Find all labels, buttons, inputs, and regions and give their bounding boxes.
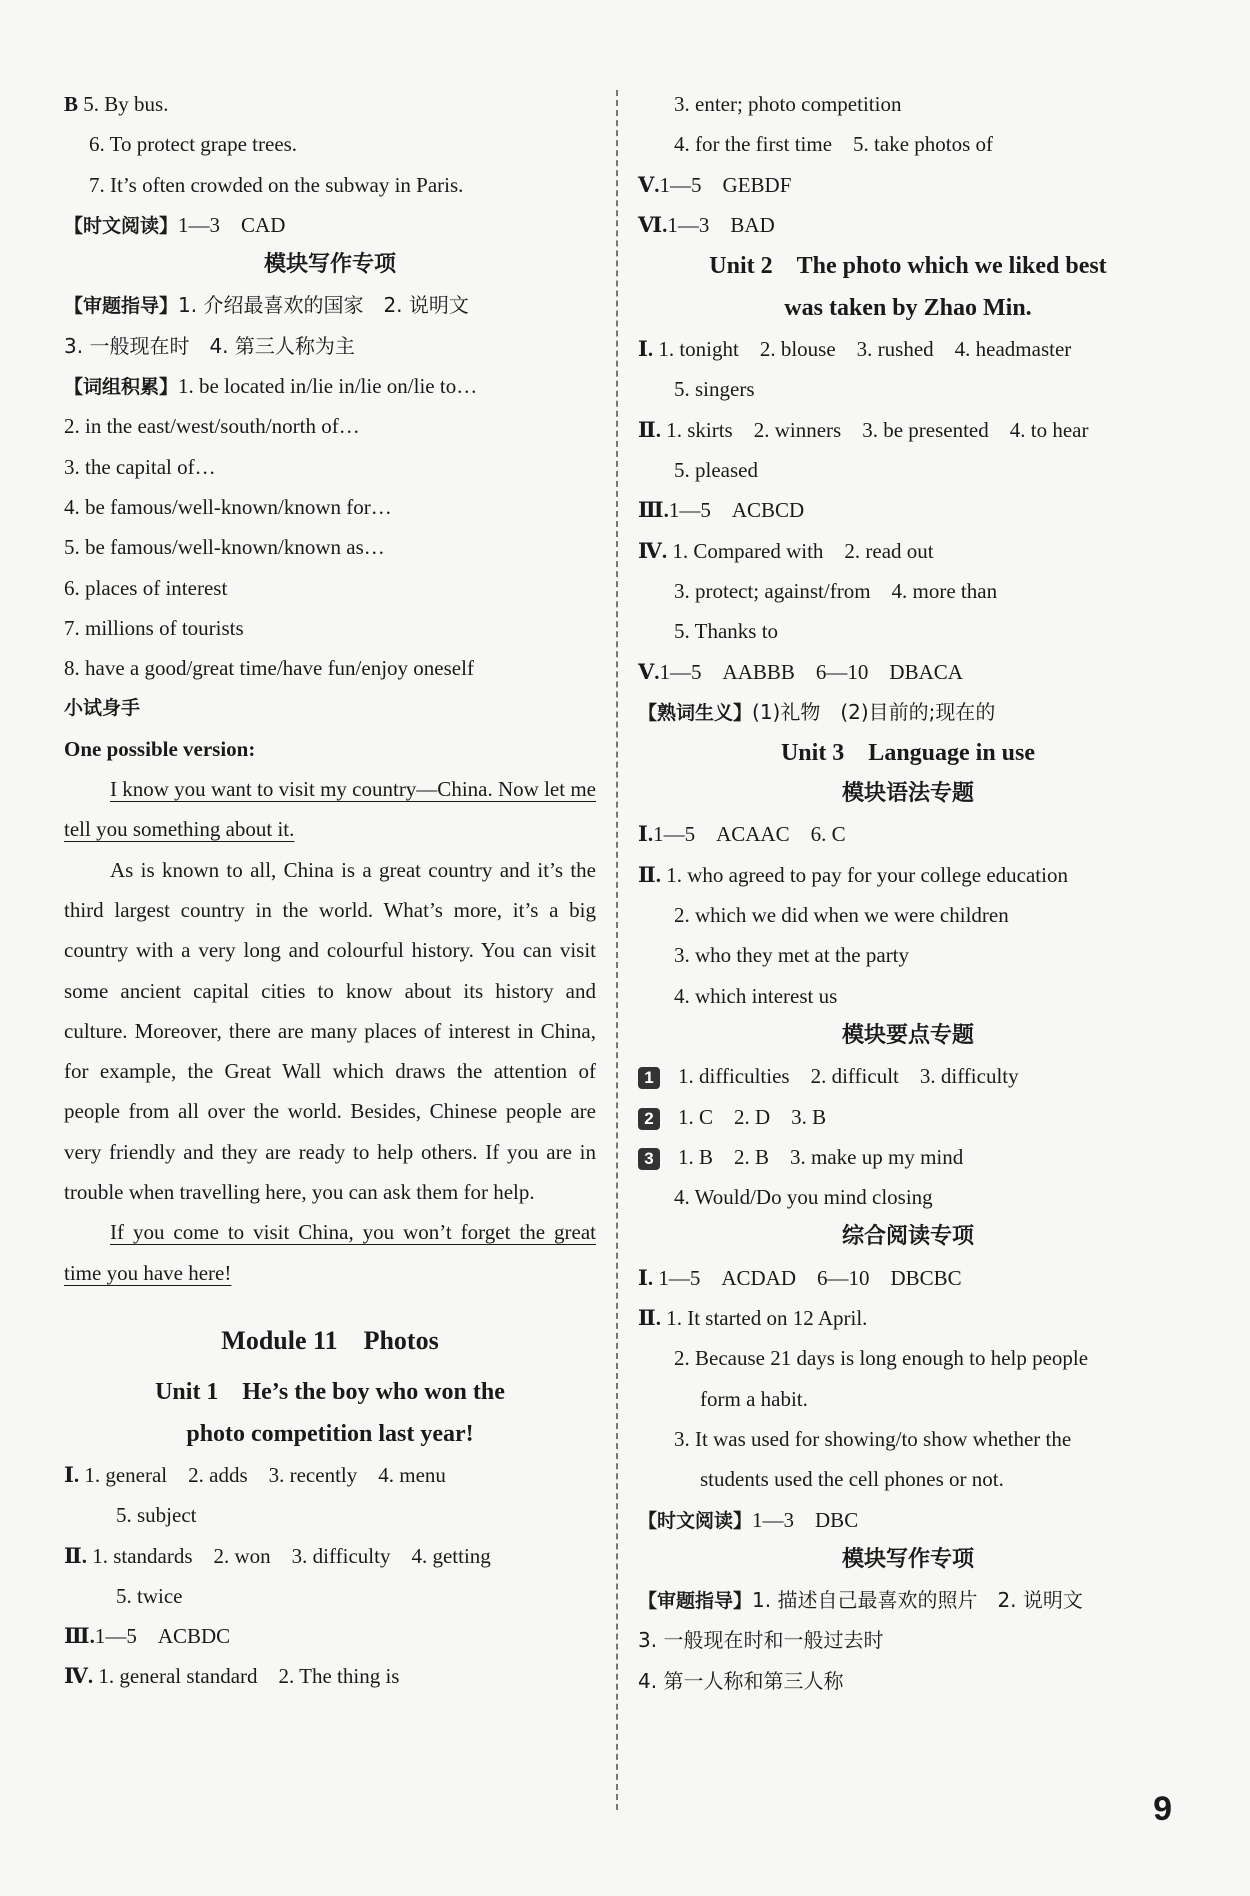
answer-line: 3. who they met at the party <box>674 943 910 968</box>
answer-line: Ⅰ. 1—5 ACDAD 6—10 DBCBC <box>638 1265 962 1290</box>
answer-line: 5. subject <box>116 1503 197 1528</box>
section-heading: 模块写作专项 <box>841 1546 974 1572</box>
number-box-icon: 2 <box>638 1108 660 1130</box>
left-column <box>64 84 596 1697</box>
unit-title: Unit 3 Language in use <box>780 740 1036 767</box>
answer-line: 【时文阅读】1—3 DBC <box>638 1507 859 1532</box>
answer-line: 4. which interest us <box>674 983 838 1008</box>
answer-line: Ⅱ. 1. It started on 12 April. <box>638 1306 868 1331</box>
page-number: 9 <box>1153 1790 1172 1828</box>
answer-line: 【审题指导】1. 描述自己最喜欢的照片 2. 说明文 <box>638 1588 1083 1613</box>
answer-line: 【审题指导】1. 介绍最喜欢的国家 2. 说明文 <box>64 293 469 318</box>
answer-line: Ⅱ. 1. skirts 2. winners 3. be presented 4. to hear <box>638 417 1089 442</box>
answer-line: 【词组积累】1. be located in/lie in/lie on/lie to… <box>64 374 478 399</box>
phrase-line: 2. in the east/west/south/north of… <box>64 414 360 439</box>
answer-line: Ⅵ.1—3 BAD <box>638 212 775 237</box>
section-tag: 【熟词生义】 <box>638 701 753 724</box>
section-heading: 综合阅读专项 <box>841 1224 974 1250</box>
number-box-icon: 3 <box>638 1148 660 1170</box>
essay-paragraph: As is known to all, China is a great country and it’s the third largest country in the world. What’s more, it’s a big country with a very long and colourful history. You can visit some ancient capital cities to know about its history and culture. Moreover, there are many places of interest in China, for example, the Great Wall which draws the attention of people from all over the world. Besides, Chinese people are very friendly and they are ready to help others. If you are in trouble when travelling here, you can ask them for help. <box>64 857 596 1205</box>
keypoint-line: 2 1. C 2. D 3. B <box>638 1097 1178 1137</box>
answer-line: Ⅰ. 1. general 2. adds 3. recently 4. menu <box>64 1462 446 1487</box>
answer-line: 3. 一般现在时和一般过去时 <box>638 1628 884 1653</box>
answer-line: students used the cell phones or not. <box>700 1467 1004 1492</box>
phrase-line: 6. places of interest <box>64 575 228 600</box>
answer-line: 5. singers <box>674 377 755 402</box>
answer-line: 3. enter; photo competition <box>674 92 902 116</box>
answer-line: 5. pleased <box>674 458 758 483</box>
section-tag: 【词组积累】 <box>64 376 179 399</box>
answer-line: Ⅱ. 1. who agreed to pay for your college education <box>638 862 1068 887</box>
answer-line: Ⅲ.1—5 ACBCD <box>638 498 805 523</box>
unit-title: Unit 2 The photo which we liked best <box>709 253 1107 280</box>
answer-line: 3. 一般现在时 4. 第三人称为主 <box>64 333 355 358</box>
keypoint-line: 4. Would/Do you mind closing <box>674 1185 933 1210</box>
answer-line: 5. Thanks to <box>674 619 779 644</box>
section-tag: 【审题指导】 <box>638 1590 753 1613</box>
answer-line: 2. which we did when we were children <box>674 903 1009 928</box>
answer-line: 4. for the first time 5. take photos of <box>674 132 994 157</box>
answer-line: 5. twice <box>116 1583 183 1608</box>
answer-line: Ⅴ.1—5 GEBDF <box>638 172 792 197</box>
version-label: One possible version: <box>64 736 256 761</box>
phrase-line: 5. be famous/well-known/known as… <box>64 535 385 560</box>
answer-line: Ⅱ. 1. standards 2. won 3. difficulty 4. getting <box>64 1543 491 1568</box>
practice-label: 小试身手 <box>64 697 141 720</box>
answer-line: 【熟词生义】(1)礼物 (2)目前的;现在的 <box>638 699 996 724</box>
answer-line: form a habit. <box>700 1386 808 1411</box>
keypoint-line: 3 1. B 2. B 3. make up my mind <box>638 1137 1178 1177</box>
section-tag: 【审题指导】 <box>64 295 179 318</box>
section-heading: 模块要点专题 <box>841 1022 974 1048</box>
phrase-line: 7. millions of tourists <box>64 615 244 640</box>
answer-line: 7. It’s often crowded on the subway in Paris. <box>89 172 464 197</box>
unit-title: photo competition last year! <box>186 1420 474 1447</box>
answer-line: B 5. By bus. <box>64 92 169 116</box>
section-heading: 模块写作专项 <box>263 252 396 278</box>
unit-title: was taken by Zhao Min. <box>784 295 1032 322</box>
right-column <box>638 84 1178 1701</box>
keypoint-line: 1 1. difficulties 2. difficult 3. difficulty <box>638 1056 1178 1096</box>
phrase-line: 4. be famous/well-known/known for… <box>64 494 392 519</box>
column-divider <box>616 90 618 1810</box>
answer-line: 2. Because 21 days is long enough to help people <box>674 1346 1089 1371</box>
essay-paragraph: I know you want to visit my country—China. Now let me tell you something about it. <box>64 777 596 842</box>
answer-line: 3. It was used for showing/to show whether the <box>674 1426 1072 1451</box>
essay-paragraph: If you come to visit China, you won’t forget the great time you have here! <box>64 1220 596 1285</box>
answer-line: Ⅳ. 1. general standard 2. The thing is <box>64 1664 400 1689</box>
answer-line: Ⅰ. 1. tonight 2. blouse 3. rushed 4. headmaster <box>638 337 1072 362</box>
answer-line: Ⅲ.1—5 ACBDC <box>64 1624 231 1649</box>
module-title: Module 11 Photos <box>221 1325 439 1355</box>
answer-line: Ⅰ.1—5 ACAAC 6. C <box>638 822 846 847</box>
section-tag: 【时文阅读】 <box>64 214 179 237</box>
answer-line: 【时文阅读】1—3 CAD <box>64 212 286 237</box>
answer-line: Ⅴ.1—5 AABBB 6—10 DBACA <box>638 659 963 684</box>
answer-line: 6. To protect grape trees. <box>89 132 298 157</box>
section-tag: 【时文阅读】 <box>638 1509 753 1532</box>
answer-line: 3. protect; against/from 4. more than <box>674 578 998 603</box>
answer-line: Ⅳ. 1. Compared with 2. read out <box>638 538 934 563</box>
phrase-line: 3. the capital of… <box>64 454 216 479</box>
number-box-icon: 1 <box>638 1067 660 1089</box>
phrase-line: 8. have a good/great time/have fun/enjoy oneself <box>64 656 474 681</box>
section-heading: 模块语法专题 <box>841 781 974 807</box>
answer-line: 4. 第一人称和第三人称 <box>638 1668 844 1693</box>
unit-title: Unit 1 He’s the boy who won the <box>155 1378 505 1405</box>
section-label: B <box>64 92 79 116</box>
